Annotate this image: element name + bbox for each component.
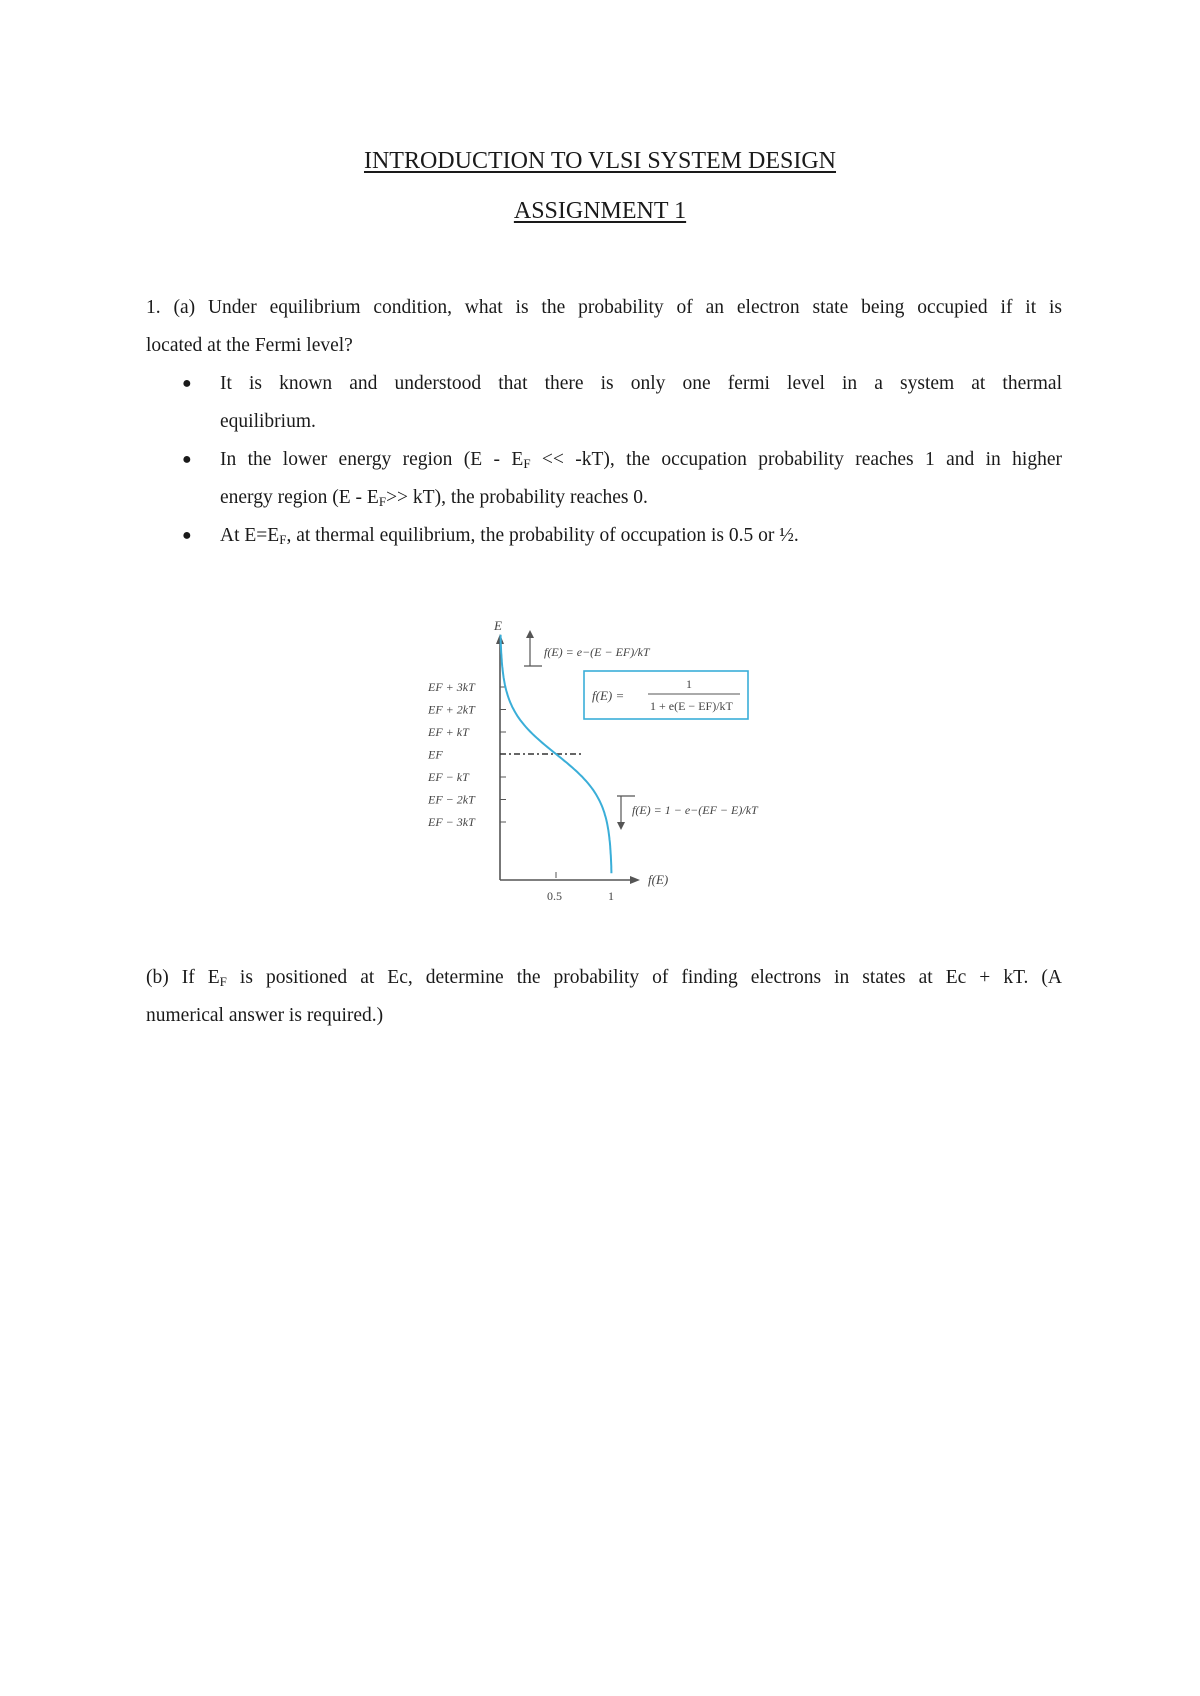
- lower-arrow-icon: [617, 822, 625, 830]
- energy-label: EF − 2kT: [428, 792, 475, 807]
- question-b-line-1: (b) If $E_F$ is positioned at Ec, determine the probability of finding electrons in states at Ec + kT. (A: [146, 967, 1062, 989]
- formula-numerator: 1: [686, 677, 692, 691]
- energy-label: EF: [428, 747, 443, 762]
- question-b-line-2: numerical answer is required.): [146, 1005, 384, 1026]
- energy-label: EF + kT: [428, 725, 469, 739]
- bullet-2-line-2: energy region $(E - E_F>> kT)$, the probability reaches 0.: [220, 487, 648, 509]
- bullet-1-line-1: It is known and understood that there is only one fermi level in a system at thermal: [220, 373, 1062, 394]
- y-axis-label: E: [494, 618, 502, 633]
- bullet-dot-icon: ●: [182, 375, 192, 392]
- bullet-3-line-1: At $E=E_F$, at thermal equilibrium, the probability of occupation is 0.5 or ½.: [220, 525, 799, 547]
- x-axis-label: f(E): [648, 872, 669, 887]
- formula-lhs: f(E) =: [592, 688, 625, 703]
- x-tick-label-1: 1: [608, 889, 614, 903]
- question-a: [146, 289, 1062, 365]
- energy-ticks: [427, 680, 506, 829]
- upper-arrow-icon: [526, 630, 534, 638]
- x-axis-arrow-icon: [630, 876, 640, 884]
- bullet-2-line-1: In the lower energy region $(E - E_F << -kT)$, the occupation probability reaches 1 and in higher: [220, 449, 1062, 471]
- bullet-dot-icon: ●: [182, 451, 192, 468]
- energy-label: EF + 3kT: [428, 680, 475, 694]
- document-subtitle: ASSIGNMENT 1: [513, 198, 687, 224]
- bullet-dot-icon: ●: [182, 527, 192, 544]
- document-title: INTRODUCTION TO VLSI SYSTEM DESIGN: [363, 148, 837, 174]
- upper-approx-formula: f(E) = e−(E − EF)/kT: [544, 645, 650, 659]
- fermi-dirac-figure: [422, 610, 802, 912]
- question-b: [146, 959, 1062, 1035]
- energy-label: EF − 3kT: [428, 815, 475, 829]
- lower-approx-formula: f(E) = 1 − e−(EF − E)/kT: [632, 803, 758, 817]
- formula-denominator: 1 + e(E − EF)/kT: [650, 699, 733, 713]
- x-tick-label-0-5: 0.5: [547, 889, 562, 903]
- energy-label: EF + 2kT: [428, 702, 475, 717]
- bullet-1-line-2: equilibrium.: [220, 411, 316, 432]
- question-a-line-2: located at the Fermi level?: [146, 335, 353, 356]
- energy-label: EF − kT: [428, 770, 469, 784]
- question-a-line-1: 1. (a) Under equilibrium condition, what is the probability of an electron state being occupied if it is: [146, 297, 1062, 318]
